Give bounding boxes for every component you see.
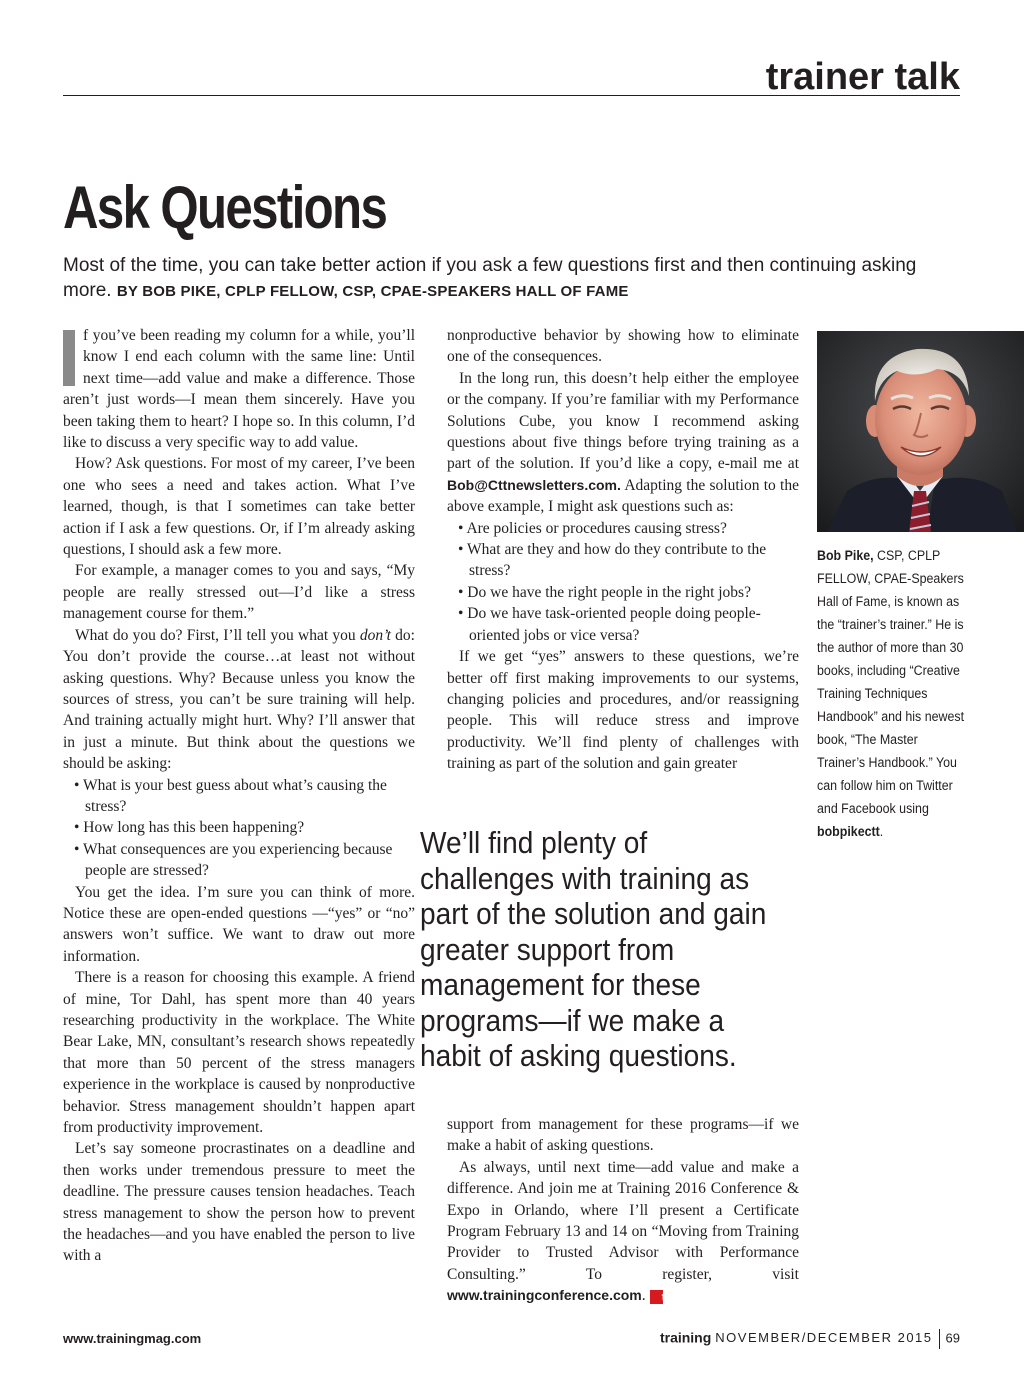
bio-name: Bob Pike, <box>817 548 874 563</box>
paragraph-text: In the long run, this doesn’t help either the employee or the company. If you’re familiar with my Performance Solutions Cube, you know I recommend asking questions about five things before trying training as a part of the solution. If you’d like a copy, e-mail me at <box>447 369 799 473</box>
section-label-accent-letter: k <box>938 56 960 98</box>
section-label-text: trainer tal <box>765 56 939 98</box>
paragraph-text: . <box>641 1287 646 1305</box>
paragraph: support from management for these programs—if we make a habit of asking questions. <box>447 1116 799 1155</box>
paragraph <box>447 368 799 518</box>
pull-quote: We’ll find plenty of challenges with training as part of the solution and gain greater support from management for these programs—if we make a habit of asking questions. <box>420 826 767 1073</box>
end-mark-icon: t <box>650 1290 663 1304</box>
bullet-item: • How long has this been happening? <box>74 819 305 837</box>
footer-magazine-name: training <box>659 1329 712 1346</box>
column-left <box>63 325 415 1267</box>
paragraph-text: do: You don’t provide the course…at least not without asking questions. Why? Because unless you know the sources of stress, you can’t be sure training will help. And training actually might hurt. Why? I’ll answer that in just a minute. But think about the questions we should be asking: <box>63 626 415 773</box>
emphasis-text: don’t <box>359 626 391 644</box>
paragraph-text: f you’ve been reading my column for a while, you’ll know I end each column with the same line: Until next time—add value and make a difference. Those aren’t just words—I mean them sincerely. Have you been taking them to heart? I hope so. In this column, I’d like to discuss a very specific way to add value. <box>63 327 415 452</box>
bullet-item: • What consequences are you experiencing because people are stressed? <box>74 840 393 880</box>
section-label <box>766 58 960 96</box>
footer-folio <box>660 1329 960 1349</box>
author-bio <box>817 544 964 843</box>
article-title: Ask Questions <box>63 174 387 241</box>
paragraph-text: As always, until next time—add value and make a difference. And join me at Training 2016 Conference & Expo in Orlando, where I’ll present a Certificate Program February 13 and 14 on “Moving from Training Provider to Trusted Advisor with Performance Consulting.” To register, visit <box>447 1158 799 1283</box>
article-deck <box>63 253 963 304</box>
bio-text: CSP, CPLP FELLOW, CPAE-Speakers Hall of Fame, is known as the “trainer’s trainer.” He is the author of more than 30 books, including “Creative Training Techniques Handbook” and his newest book, “The Master Trainer’s Handbook.” You can follow him on Twitter and Facebook using <box>817 548 965 816</box>
page-number: 69 <box>945 1330 960 1346</box>
footer-divider <box>939 1329 940 1349</box>
paragraph-text: Adapting the solution to the above example, I might ask questions such as: <box>447 476 799 516</box>
bullet-item: • Are policies or procedures causing stress? <box>458 519 727 537</box>
paragraph: For example, a manager comes to you and says, “My people are really stressed out—I’d like a stress management course for them.” <box>63 562 415 623</box>
footer-issue-date: NOVEMBER/DECEMBER 2015 <box>715 1330 933 1346</box>
byline: BY BOB PIKE, CPLP FELLOW, CSP, CPAE-SPEAKERS HALL OF FAME <box>116 283 629 300</box>
author-portrait-image <box>817 331 1024 532</box>
bullet-item: • Do we have task-oriented people doing people-oriented jobs or vice versa? <box>458 605 761 644</box>
paragraph: If we get “yes” answers to these questions, we’re better off first making improvements to our systems, changing policies and procedures, and/or reassigning people. This will reduce stress and improve productivity. We’ll find plenty of challenges with training as part of the solution and gain greater <box>447 648 799 773</box>
bio-end: . <box>879 824 884 839</box>
paragraph: nonproductive behavior by showing how to eliminate one of the consequences. <box>447 327 799 366</box>
paragraph: You get the idea. I’m sure you can think of more. Notice these are open-ended questions —“yes” or “no” answers won’t suffice. We want to draw out more information. <box>63 883 415 965</box>
section-label-accent <box>939 56 960 98</box>
paragraph <box>63 625 415 775</box>
column-right-bottom <box>447 1114 799 1307</box>
drop-cap <box>63 330 75 386</box>
twitter-handle[interactable]: bobpikectt <box>817 824 880 839</box>
bullet-item: • What is your best guess about what’s causing the stress? <box>74 776 387 815</box>
footer-url[interactable]: www.trainingmag.com <box>63 1331 202 1346</box>
bullet-item: • What are they and how do they contribute to the stress? <box>458 541 767 580</box>
paragraph: There is a reason for choosing this example. A friend of mine, Tor Dahl, has spent more than 40 years researching productivity in the workplace. The White Bear Lake, MN, consultant’s research shows repeatedly that more than 50 percent of the stress managers experience in the workplace is caused by nonproductive behavior. Stress management shouldn’t happen apart from productivity improvement. <box>63 969 415 1137</box>
paragraph <box>447 1157 799 1307</box>
bullet-item: • Do we have the right people in the right jobs? <box>458 583 751 601</box>
paragraph: Let’s say someone procrastinates on a deadline and then works under tremendous pressure to meet the deadline. The pressure causes tension headaches. Teach stress management to show the person how to prevent the headaches—and you have enabled the person to live with a <box>63 1140 415 1265</box>
email-link[interactable]: Bob@Cttnewsletters.com. <box>447 476 621 493</box>
paragraph: How? Ask questions. For most of my career, I’ve been one who sees a need and takes action. What I’ve learned, though, is that I sometimes can take better action if I ask a few questions. Or, if I’m already asking questions, I should ask a few more. <box>63 455 415 559</box>
paragraph-text: What do you do? First, I’ll tell you what you <box>75 626 360 644</box>
conference-link[interactable]: www.trainingconference.com <box>447 1287 642 1304</box>
author-photo <box>817 331 1024 532</box>
column-right-top <box>447 325 799 775</box>
paragraph <box>63 325 415 453</box>
deck-text: Most of the time, you can take better action if you ask a few questions first and then continuing asking more. <box>63 255 917 301</box>
